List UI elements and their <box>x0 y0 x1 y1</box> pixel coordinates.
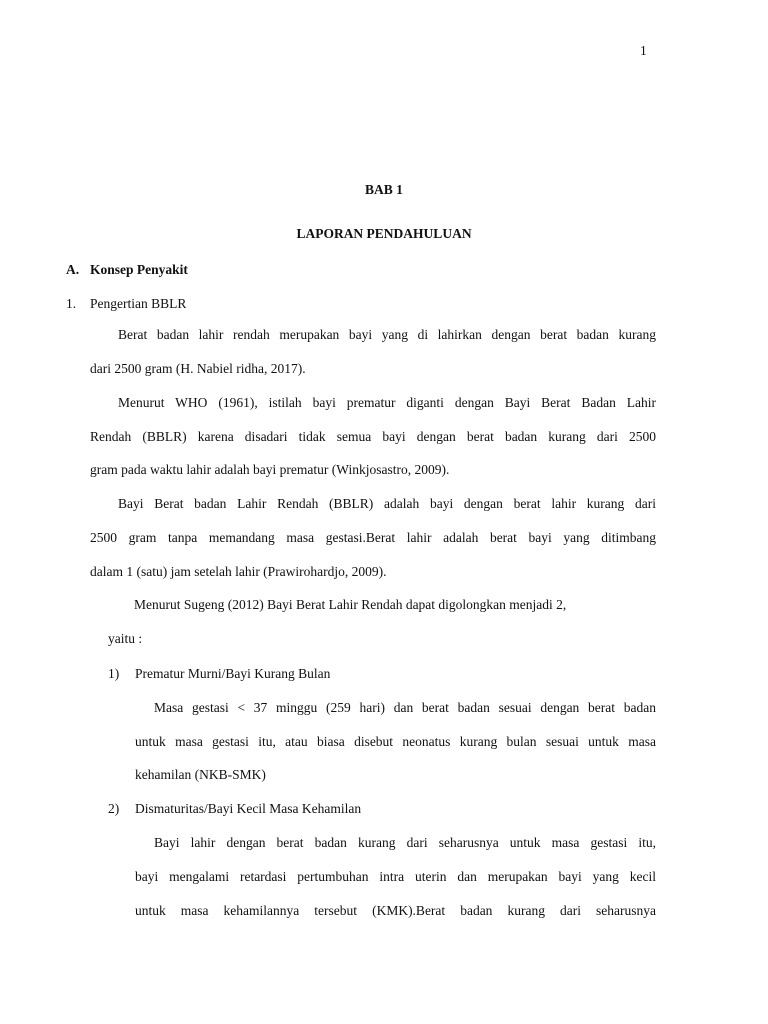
list-item-heading: Prematur Murni/Bayi Kurang Bulan <box>135 666 331 681</box>
item1-line: untuk masa gestasi itu, atau biasa disebut neonatus kurang bulan sesuai untuk masa <box>135 734 656 749</box>
item2-line: bayi mengalami retardasi pertumbuhan intra uterin dan merupakan bayi yang kecil <box>135 869 656 884</box>
list-item-marker: 2) <box>108 801 120 816</box>
item2-line: Bayi lahir dengan berat badan kurang dari seharusnya untuk masa gestasi itu, <box>154 835 656 850</box>
para3-line: 2500 gram tanpa memandang masa gestasi.Berat lahir adalah berat bayi yang ditimbang <box>90 530 656 545</box>
section-heading: Konsep Penyakit <box>90 262 188 277</box>
para1-line: Berat badan lahir rendah merupakan bayi yang di lahirkan dengan berat badan kurang <box>118 327 656 342</box>
page-number: 1 <box>640 43 647 58</box>
para2-line: gram pada waktu lahir adalah bayi prematur (Winkjosastro, 2009). <box>90 462 450 477</box>
list-item-marker: 1) <box>108 666 120 681</box>
subsection-heading: Pengertian BBLR <box>90 296 187 311</box>
section-marker: A. <box>66 262 80 277</box>
para2-line: Rendah (BBLR) karena disadari tidak semua bayi dengan berat badan kurang dari 2500 <box>90 429 656 444</box>
item2-line: untuk masa kehamilannya tersebut (KMK).Berat badan kurang dari seharusnya <box>135 903 656 918</box>
item1-line: Masa gestasi < 37 minggu (259 hari) dan berat badan sesuai dengan berat badan <box>154 700 656 715</box>
para3-line: Bayi Berat badan Lahir Rendah (BBLR) adalah bayi dengan berat lahir kurang dari <box>118 496 656 511</box>
para1-line: dari 2500 gram (H. Nabiel ridha, 2017). <box>90 361 306 376</box>
page-title: LAPORAN PENDAHULUAN <box>296 226 472 241</box>
para3-line: dalam 1 (satu) jam setelah lahir (Prawirohardjo, 2009). <box>90 564 387 579</box>
para4-line: yaitu : <box>108 631 143 646</box>
chapter-heading: BAB 1 <box>365 182 403 197</box>
list-item-heading: Dismaturitas/Bayi Kecil Masa Kehamilan <box>135 801 362 816</box>
subsection-marker: 1. <box>66 296 77 311</box>
para2-line: Menurut WHO (1961), istilah bayi prematur diganti dengan Bayi Berat Badan Lahir <box>118 395 656 410</box>
para4-line: Menurut Sugeng (2012) Bayi Berat Lahir Rendah dapat digolongkan menjadi 2, <box>134 597 567 612</box>
item1-line: kehamilan (NKB-SMK) <box>135 767 266 782</box>
